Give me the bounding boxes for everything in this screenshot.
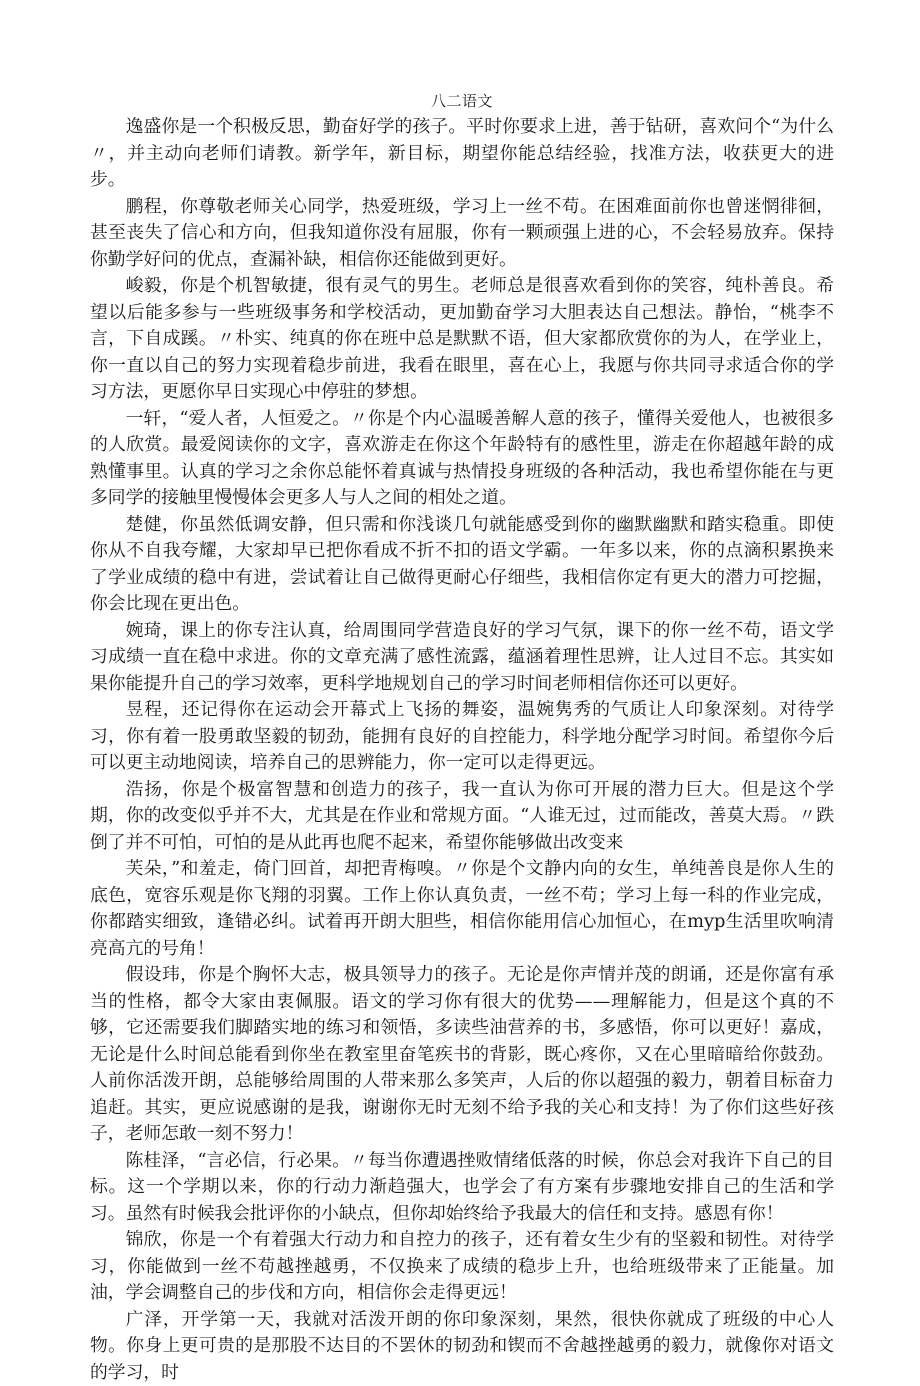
comment-paragraph: 锦欣，你是一个有着强大行动力和自控力的孩子，还有着女生少有的坚毅和韧性。对待学习，你能做到一丝不苟越挫越勇，不仅换来了成绩的稳步上升，也给班级带来了正能量。加油，学会调整自己的步伐和方向，相信你会走得更远！ [90,1227,834,1307]
comment-paragraph: 浩扬，你是个极富智慧和创造力的孩子，我一直认为你可开展的潜力巨大。但是这个学期，你的改变似乎并不大，尤其是在作业和常规方面。“人谁无过，过而能改，善莫大焉。〃跌倒了并不可怕，可怕的是从此再也爬不起来，希望你能够做出改变来 [90,777,834,857]
comment-paragraph: 一轩，“爱人者，人恒爱之。〃你是个内心温暖善解人意的孩子，懂得关爱他人，也被很多的人欣赏。最爱阅读你的文字，喜欢游走在你这个年龄特有的感性里，游走在你超越年龄的成熟懂事里。认真的学习之余你总能怀着真诚与热情投身班级的各种活动，我也希望你能在与更多同学的接触里慢慢体会更多人与人之间的相处之道。 [90,406,834,512]
comment-paragraph: 昱程，还记得你在运动会开幕式上飞扬的舞姿，温婉隽秀的气质让人印象深刻。对待学习，你有着一股勇敢坚毅的韧劲，能拥有良好的自控能力，科学地分配学习时间。希望你今后可以更主动地阅读，培养自己的思辨能力，你一定可以走得更远。 [90,697,834,777]
comment-paragraph: 广泽，开学第一天，我就对活泼开朗的你印象深刻，果然，很快你就成了班级的中心人物。你身上更可贵的是那股不达目的不罢休的韧劲和锲而不舍越挫越勇的毅力，就像你对语文的学习，时 [90,1307,834,1386]
comment-paragraph: 陈桂泽，“言必信，行必果。〃每当你遭遇挫败情绪低落的时候，你总会对我许下自己的目标。这一个学期以来，你的行动力渐趋强大，也学会了有方案有步骤地安排自己的生活和学习。虽然有时候我会批评你的小缺点，但你却始终给予我最大的信任和支持。感恩有你！ [90,1148,834,1228]
comment-paragraph: 婉琦，课上的你专注认真，给周围同学营造良好的学习气氛，课下的你一丝不苟，语文学习成绩一直在稳中求进。你的文章充满了感性流露，蕴涵着理性思辨，让人过目不忘。其实如果你能提升自己的学习效率，更科学地规划自己的学习时间老师相信你还可以更好。 [90,618,834,698]
comment-paragraph: 鹏程，你尊敬老师关心同学，热爱班级，学习上一丝不苟。在困难面前你也曾迷惘徘徊，甚至丧失了信心和方向，但我知道你没有屈服，你有一颗顽强上进的心，不会轻易放弃。保持你勤学好问的优点，查漏补缺，相信你还能做到更好。 [90,194,834,274]
document-page [90,90,834,1386]
comment-paragraph: 假设玮，你是个胸怀大志，极具领导力的孩子。无论是你声情并茂的朗诵，还是你富有承当的性格，都令大家由衷佩服。语文的学习你有很大的优势——理解能力，但是这个真的不够，它还需要我们脚踏实地的练习和领悟，多读些油营养的书，多感悟，你可以更好！嘉成，无论是什么时间总能看到你坐在教室里奋笔疾书的背影，既心疼你，又在心里暗暗给你鼓劲。人前你活泼开朗，总能够给周围的人带来那么多笑声，人后的你以超强的毅力，朝着目标奋力追赶。其实，更应说感谢的是我，谢谢你无时无刻不给予我的关心和支持！为了你们这些好孩子，老师怎敢一刻不努力！ [90,962,834,1148]
comment-paragraph: 逸盛你是一个积极反思，勤奋好学的孩子。平时你要求上进，善于钻研，喜欢问个“为什么〃，并主动向老师们请教。新学年，新目标，期望你能总结经验，找准方法，收获更大的进步。 [90,114,834,194]
comment-paragraph: 楚健，你虽然低调安静，但只需和你浅谈几句就能感受到你的幽默幽默和踏实稳重。即使你从不自我夸耀，大家却早已把你看成不折不扣的语文学霸。一年多以来，你的点滴积累换来了学业成绩的稳中有进，尝试着让自己做得更耐心仔细些，我相信你定有更大的潜力可挖掘，你会比现在更出色。 [90,512,834,618]
comment-paragraph: 峻毅，你是个机智敏捷，很有灵气的男生。老师总是很喜欢看到你的笑容，纯朴善良。希望以后能多参与一些班级事务和学校活动，更加勤奋学习大胆表达自己想法。静怡，“桃李不言，下自成蹊。〃朴实、纯真的你在班中总是默默不语，但大家都欣赏你的为人，在学业上，你一直以自己的努力实现着稳步前进，我看在眼里，喜在心上，我愿与你共同寻求适合你的学习方法，更愿你早日实现心中停驻的梦想。 [90,273,834,406]
comment-paragraph: 芙朵，”和羞走，倚门回首，却把青梅嗅。〃你是个文静内向的女生，单纯善良是你人生的底色，宽容乐观是你飞翔的羽翼。工作上你认真负责，一丝不苟；学习上每一科的作业完成，你都踏实细致，逢错必纠。试着再开朗大胆些，相信你能用信心加恒心，在myp生活里吹响清亮高亢的号角！ [90,856,834,962]
document-title: 八二语文 [90,90,834,112]
